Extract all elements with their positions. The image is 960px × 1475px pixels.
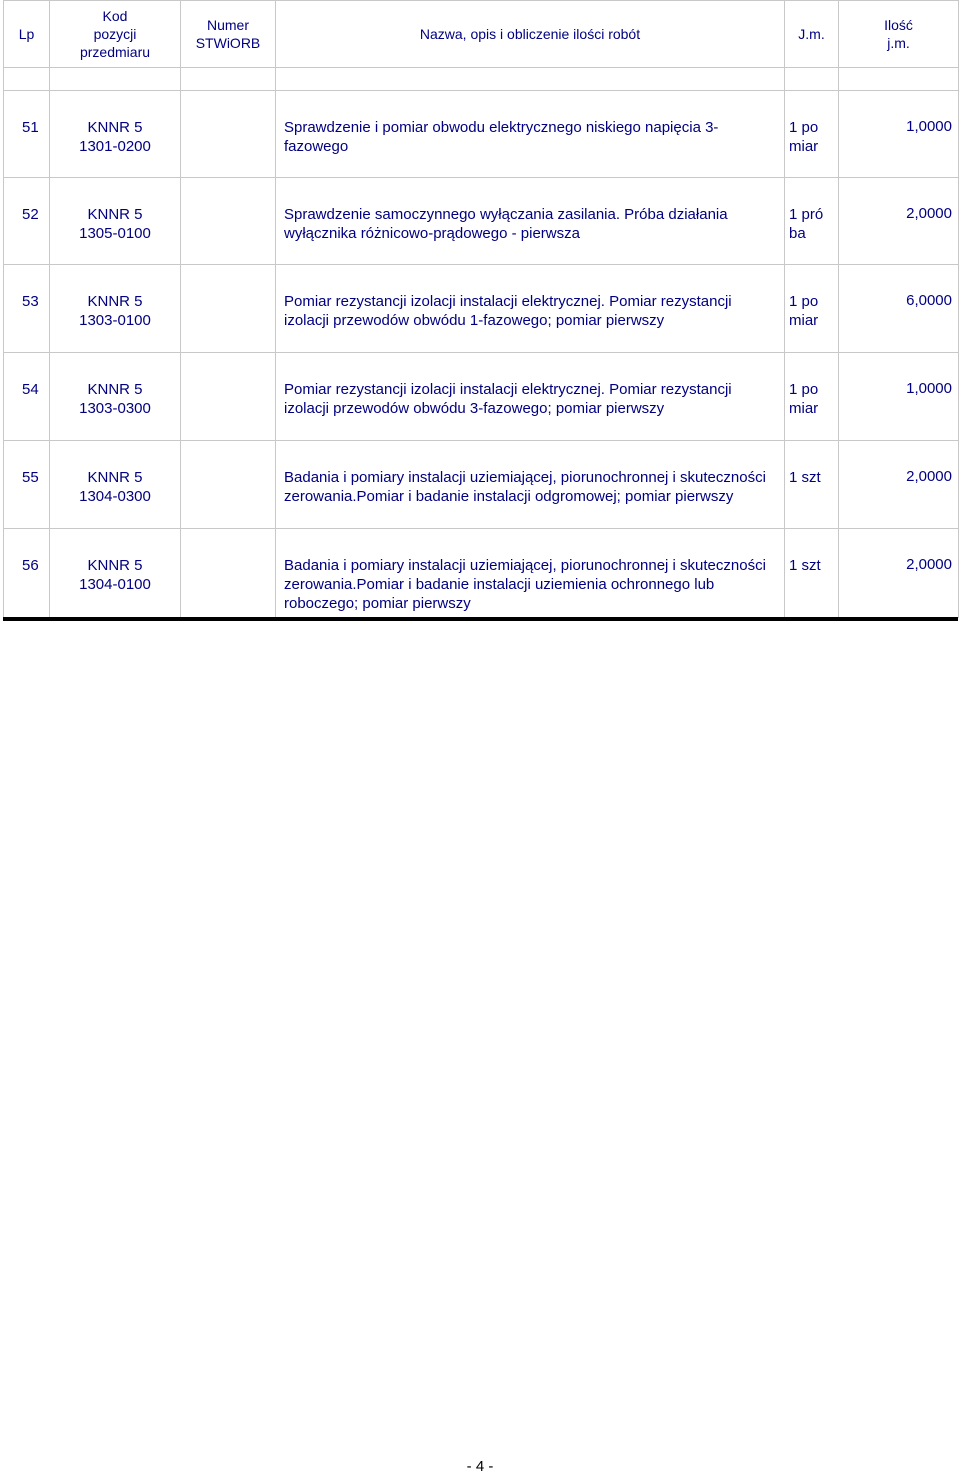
bill-of-quantities-table [3,0,959,618]
row-description: Sprawdzenie i pomiar obwodu elektrycznego niskiego napięcia 3-fazowego [276,91,785,178]
header-spacer-row [4,68,959,91]
table-header-row [4,1,959,68]
header-kod-line-2: pozycji [93,26,137,42]
row-kod-line: KNNR 5 [87,119,143,136]
row-description: Badania i pomiary instalacji uziemiającej, piorunochronnej i skuteczności zerowania.Pomiar i badanie instalacji uziemienia ochronnego lub roboczego; pomiar pierwszy [276,529,785,618]
row-kod [50,265,181,353]
row-unit [785,529,839,618]
row-unit-text: 1 pomiar [789,381,819,417]
row-description: Pomiar rezystancji izolacji instalacji elektrycznej. Pomiar rezystancji izolacji przewodów obwódu 3-fazowego; pomiar pierwszy [276,353,785,441]
table-row [4,91,959,178]
table-body [4,91,959,618]
row-kod [50,529,181,618]
row-kod-line: 1303-0100 [79,312,151,329]
table-row [4,441,959,529]
header-quantity-line-2: j.m. [887,35,910,51]
row-numer [181,178,276,265]
row-lp: 55 [4,441,50,529]
row-kod-line: 1304-0100 [79,576,151,593]
header-numer-line-2: STWiORB [195,35,261,51]
row-unit [785,178,839,265]
row-unit-text: 1 szt [789,469,821,486]
row-quantity: 2,0000 [839,178,959,265]
row-unit [785,353,839,441]
header-quantity-line-1: Ilość [884,17,913,33]
row-lp: 52 [4,178,50,265]
table-bottom-rule [3,617,958,621]
row-description: Sprawdzenie samoczynnego wyłączania zasilania. Próba działania wyłącznika różnicowo-prądowego - pierwsza [276,178,785,265]
row-numer [181,529,276,618]
header-numer [181,1,276,68]
header-kod [50,1,181,68]
row-unit [785,91,839,178]
row-kod-line: 1304-0300 [79,488,151,505]
header-numer-line-1: Numer [206,17,249,33]
row-quantity: 2,0000 [839,529,959,618]
row-kod [50,91,181,178]
row-numer [181,265,276,353]
header-unit: J.m. [785,1,839,68]
header-quantity [839,1,959,68]
row-kod-line: KNNR 5 [87,293,143,310]
row-quantity: 2,0000 [839,441,959,529]
row-lp: 53 [4,265,50,353]
row-unit-text: 1 pomiar [789,293,819,329]
row-kod-line: KNNR 5 [87,557,143,574]
row-quantity: 1,0000 [839,353,959,441]
row-kod-line: KNNR 5 [87,206,143,223]
row-kod [50,353,181,441]
row-numer [181,353,276,441]
header-description: Nazwa, opis i obliczenie ilości robót [276,1,785,68]
page-number: - 4 - [466,1458,494,1475]
row-kod-line: KNNR 5 [87,381,143,398]
table-row [4,178,959,265]
table-row [4,353,959,441]
row-unit [785,441,839,529]
header-kod-line-3: przedmiaru [79,44,151,60]
row-kod-line: 1303-0300 [79,400,151,417]
table-row [4,529,959,618]
row-unit-text: 1 próba [789,206,824,242]
row-description: Pomiar rezystancji izolacji instalacji elektrycznej. Pomiar rezystancji izolacji przewodów obwódu 1-fazowego; pomiar pierwszy [276,265,785,353]
row-kod-line: 1305-0100 [79,225,151,242]
header-lp: Lp [4,1,50,68]
row-unit-text: 1 pomiar [789,119,819,155]
row-kod-line: 1301-0200 [79,138,151,155]
row-kod-line: KNNR 5 [87,469,143,486]
row-unit [785,265,839,353]
table-row [4,265,959,353]
row-kod [50,178,181,265]
header-kod-line-1: Kod [102,8,128,24]
row-quantity: 6,0000 [839,265,959,353]
row-lp: 51 [4,91,50,178]
row-numer [181,441,276,529]
row-quantity: 1,0000 [839,91,959,178]
row-kod [50,441,181,529]
row-numer [181,91,276,178]
row-unit-text: 1 szt [789,557,821,574]
row-description: Badania i pomiary instalacji uziemiającej, piorunochronnej i skuteczności zerowania.Pomiar i badanie instalacji odgromowej; pomiar pierwszy [276,441,785,529]
row-lp: 56 [4,529,50,618]
row-lp: 54 [4,353,50,441]
